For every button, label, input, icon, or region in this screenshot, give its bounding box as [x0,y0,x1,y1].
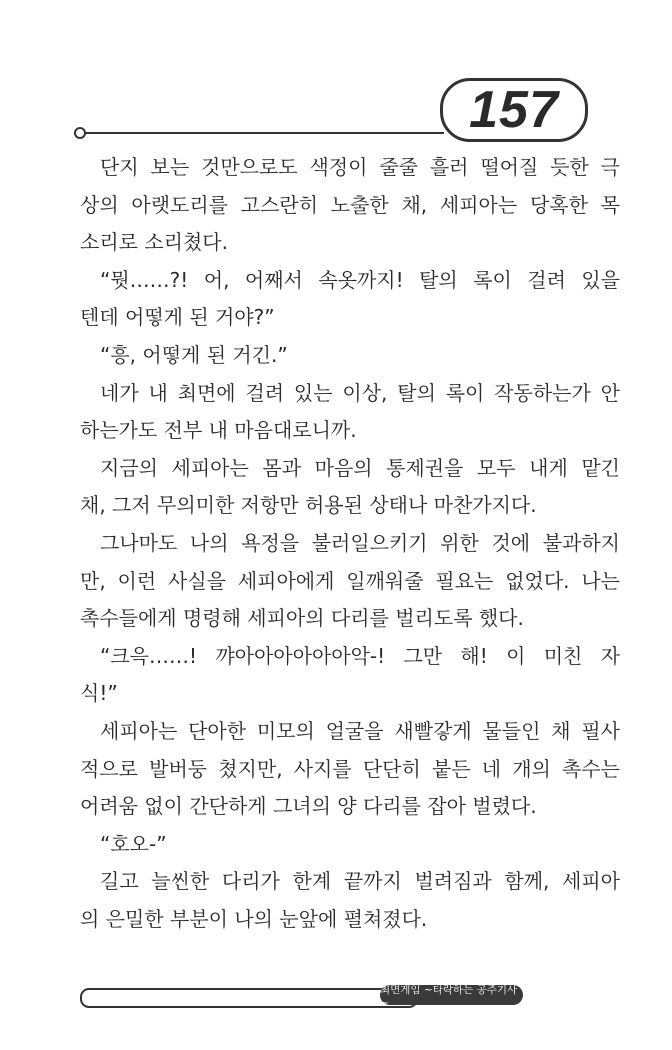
page-number: 157 [469,81,559,139]
text-line: 만, 이런 사실을 세피아에게 일깨워줄 필요는 없었다. 나는 [80,568,620,593]
text-line: 어려움 없이 간단하게 그녀의 양 다리를 잡아 벌렸다. [80,794,537,819]
text-line: 상의 아랫도리를 고스란히 노출한 채, 세피아는 당혹한 목 [80,192,620,217]
text-line: 길고 늘씬한 다리가 한계 끝까지 벌려짐과 함께, 세피아 [100,869,620,894]
text-line: 세피아는 단아한 미모의 얼굴을 새빨갛게 물들인 채 필사 [100,718,620,743]
text-line: 단지 보는 것만으로도 색정이 줄줄 흘러 떨어질 듯한 극 [100,155,620,179]
footer-bar [80,988,418,1008]
text-line: 지금의 세피아는 몸과 마음의 통제권을 모두 내게 맡긴 [100,455,620,480]
body-text [80,152,620,941]
text-line: 촉수들에게 명령해 세피아의 다리를 벌리도록 했다. [80,606,524,631]
text-line: 텐데 어떻게 된 거야?” [80,305,275,330]
text-line: “호오-” [100,831,167,856]
text-line: 식!” [80,681,118,706]
text-line: “크윽……! 꺄아아아아아아악-! 그만 해! 이 미친 자 [100,643,620,668]
text-line: “흥, 어떻게 된 거긴.” [100,342,288,367]
header-rule [84,132,444,134]
text-line: 의 은밀한 부분이 나의 눈앞에 펼쳐졌다. [80,906,428,931]
text-line: 적으로 발버둥 쳤지만, 사지를 단단히 붙든 네 개의 촉수는 [80,756,620,781]
text-line: 채, 그저 무의미한 저항만 허용된 상태나 마찬가지다. [80,493,537,518]
text-line: 소리로 소리쳤다. [80,230,228,255]
text-line: “뭣……?! 어, 어째서 속옷까지! 탈의 록이 걸려 있을 [100,267,620,292]
book-title: 최면게임 ~타락하는 공주기사~ [380,983,518,1009]
page-number-box [440,78,588,142]
text-line: 그나마도 나의 욕정을 불러일으키기 위한 것에 불과하지 [100,530,620,555]
text-line: 네가 내 최면에 걸려 있는 이상, 탈의 록이 작동하는가 안 [100,380,620,405]
text-line: 하는가도 전부 내 마음대로니까. [80,418,357,443]
footer-book-title [380,983,523,1009]
